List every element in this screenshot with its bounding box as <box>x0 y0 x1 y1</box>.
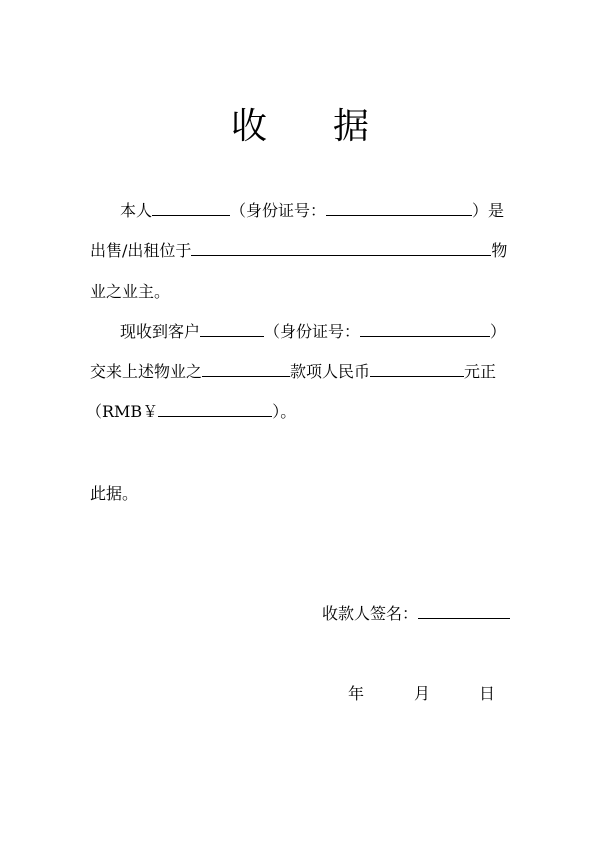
seller-id-label: （身份证号： <box>230 201 327 220</box>
title-char-1: 收 <box>231 106 268 147</box>
seller-id-blank[interactable] <box>326 199 472 216</box>
date-month: 月 <box>414 684 431 703</box>
client-name-blank[interactable] <box>200 320 264 337</box>
payment-type-blank[interactable] <box>202 360 290 377</box>
seller-name-blank[interactable] <box>152 199 230 216</box>
client-line <box>120 320 506 343</box>
title-char-2: 据 <box>333 106 370 147</box>
client-label: 现收到客户 <box>120 322 201 341</box>
payment-label: 交来上述物业之 <box>90 362 203 381</box>
signature-line <box>322 602 510 625</box>
rmb-line <box>86 400 296 423</box>
seller-id-close: ）是 <box>472 201 505 220</box>
amount-rmb-blank[interactable] <box>370 360 464 377</box>
date-year: 年 <box>348 684 365 703</box>
owner-line <box>90 281 170 303</box>
amount-label: 款项人民币 <box>290 362 371 381</box>
date-day: 日 <box>479 684 496 703</box>
seller-label: 本人 <box>120 201 153 220</box>
closing-text: 此据。 <box>90 484 139 503</box>
property-line <box>90 239 507 262</box>
client-id-blank[interactable] <box>360 320 490 337</box>
owner-text: 业之业主。 <box>90 282 171 301</box>
page-title <box>0 103 600 151</box>
client-id-label: （身份证号： <box>264 322 361 341</box>
signature-label: 收款人签名： <box>322 604 419 623</box>
property-address-blank[interactable] <box>191 239 491 256</box>
rmb-amount-blank[interactable] <box>158 400 272 417</box>
rmb-label: （RMB￥ <box>86 402 159 421</box>
amount-suffix: 元正 <box>464 362 497 381</box>
payment-line <box>90 360 496 383</box>
seller-line <box>120 199 504 222</box>
property-label: 出售/出租位于 <box>90 241 192 260</box>
closing-line <box>90 483 138 505</box>
rmb-close: ）。 <box>272 402 297 421</box>
signature-blank[interactable] <box>418 602 510 619</box>
client-id-close: ） <box>490 322 507 341</box>
property-suffix: 物 <box>491 241 508 260</box>
